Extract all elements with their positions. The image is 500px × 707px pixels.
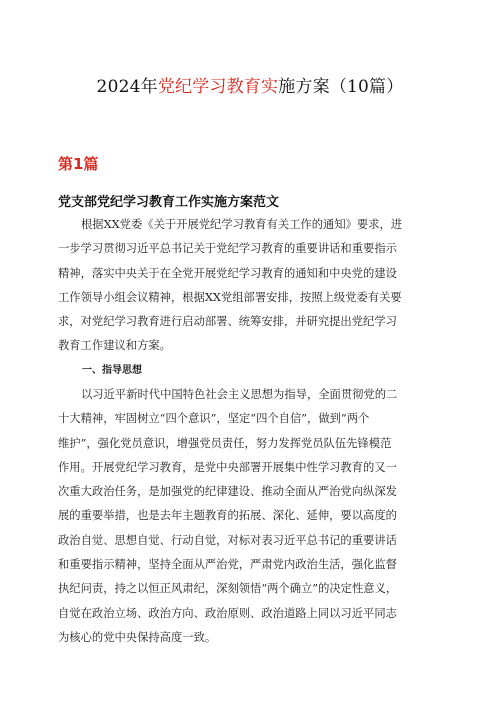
paragraph-line: 作用。开展党纪学习教育，是党中央部署开展集中性学习教育的又一 xyxy=(58,460,397,474)
title-rest: 施方案（10篇） xyxy=(278,77,404,97)
section-heading: 一、指导思想 xyxy=(82,365,142,376)
paragraph-line: 根据XX党委《关于开展党纪学习教育有关工作的通知》要求，进 xyxy=(81,218,403,231)
paragraph-line: 工作领导小组会议精神，根据XX党组部署安排，按照上级党委有关要 xyxy=(58,290,402,304)
paragraph-line: 以习近平新时代中国特色社会主义思想为指导，全面贯彻党的二 xyxy=(81,388,398,401)
paragraph-line: 求，对党纪学习教育进行启动部署、统筹安排，并研究提出党纪学习 xyxy=(58,315,397,329)
paragraph-line: 维护”，强化党员意识，增强党员责任，努力发挥党员队伍先锋模范 xyxy=(58,436,392,450)
chapter-label: 第1篇 xyxy=(58,155,99,173)
paragraph-line: 精神，落实中央关于在全党开展党纪学习教育的通知和中央党的建设 xyxy=(58,266,397,280)
article-subtitle: 党支部党纪学习教育工作实施方案范文 xyxy=(58,195,280,210)
intro-paragraph xyxy=(58,213,448,359)
paragraph-line: 政治自觉、思想自觉、行动自觉，对标对表习近平总书记的重要讲话 xyxy=(58,533,397,547)
document-title xyxy=(0,72,500,97)
paragraph-line: 和重要指示精神，坚持全面从严治党，严肃党内政治生活，强化监督 xyxy=(58,558,397,572)
section-paragraph xyxy=(58,383,448,650)
paragraph-line: 执纪问责，持之以恒正风肃纪，深刻领悟“两个确立”的决定性意义， xyxy=(58,582,398,596)
title-highlight: 党纪学习教育实 xyxy=(157,77,279,97)
paragraph-line: 自觉在政治立场、政治方向、政治原则、政治道路上同以习近平同志 xyxy=(58,606,397,620)
paragraph-line: 一步学习贯彻习近平总书记关于党纪学习教育的重要讲话和重要指示 xyxy=(58,242,397,256)
paragraph-line: 次重大政治任务，是加强党的纪律建设、推动全面从严治党向纵深发 xyxy=(58,485,397,499)
paragraph-line: 教育工作建议和方案。 xyxy=(58,339,171,353)
paragraph-line: 为核心的党中央保持高度一致。 xyxy=(58,630,217,644)
paragraph-line: 十大精神，牢固树立“四个意识”，坚定“四个自信”，做到“两个 xyxy=(58,412,370,426)
paragraph-line: 展的重要举措，也是去年主题教育的拓展、深化、延伸，要以高度的 xyxy=(58,509,397,523)
title-year: 2024年 xyxy=(96,77,158,97)
